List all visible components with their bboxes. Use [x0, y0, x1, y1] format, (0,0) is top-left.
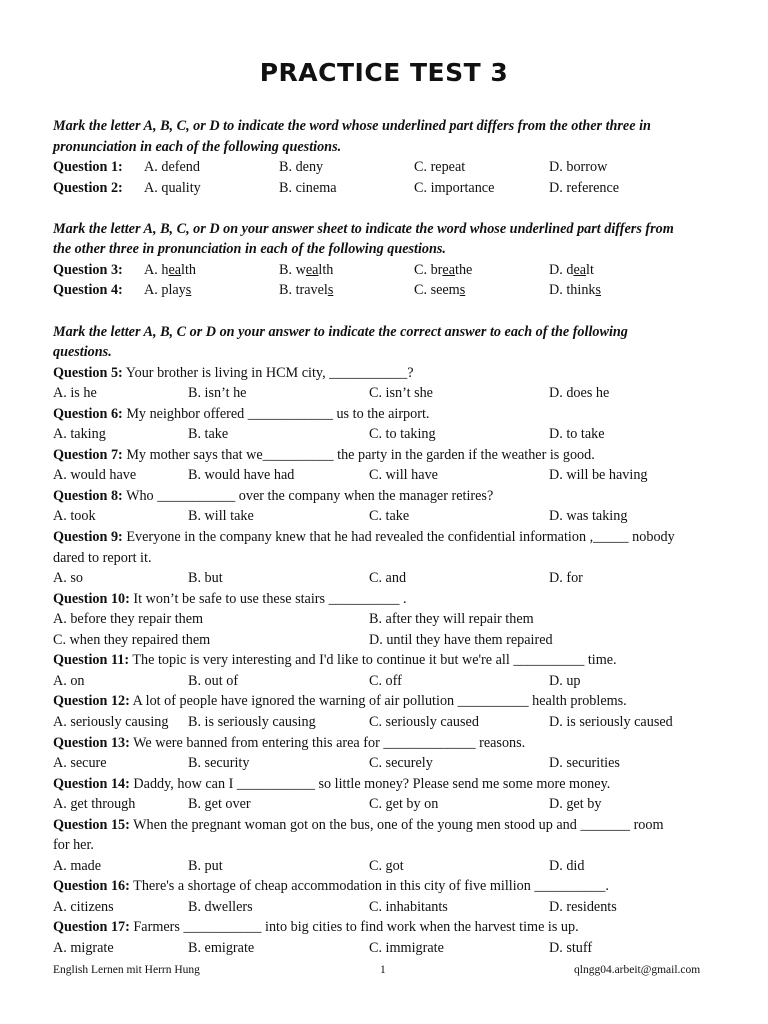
- answer-option: D. until they have them repaired: [369, 631, 553, 648]
- answer-option: B. get over: [188, 796, 251, 813]
- underlined-sound: s: [459, 282, 466, 299]
- answer-option: B. out of: [188, 672, 239, 689]
- option: [144, 280, 191, 300]
- question-text: A lot of people have ignored the warning of air pollution __________ health problems.: [132, 693, 627, 710]
- answer-option: B. but: [188, 570, 223, 587]
- instruction-line: Mark the letter A, B, C, or D to indicate the word whose underlined part differs from the other three in: [53, 118, 651, 134]
- question-stem: [53, 404, 429, 424]
- answer-option: C. inhabitants: [369, 898, 448, 915]
- answer-option: C. get by on: [369, 796, 439, 813]
- answer-option: C. take: [369, 508, 410, 525]
- question-stem: [53, 815, 664, 835]
- option: [279, 157, 323, 177]
- question-label: Question 3:: [53, 261, 123, 278]
- option: [414, 280, 465, 300]
- option-letter: B.: [279, 261, 293, 278]
- answer-option: A. would have: [53, 467, 137, 484]
- option-letter: C.: [414, 179, 428, 196]
- question-stem: [53, 691, 627, 711]
- footer-author: English Lernen mit Herrn Hung: [53, 964, 200, 976]
- answer-option: A. took: [53, 508, 96, 525]
- question-text: There's a shortage of cheap accommodation in this city of five million __________.: [133, 878, 609, 895]
- question-stem: [53, 527, 675, 547]
- answer-option: B. is seriously causing: [188, 713, 316, 730]
- option-letter: D.: [549, 159, 563, 176]
- question-label: Question 10:: [53, 590, 130, 607]
- answer-option: A. taking: [53, 426, 106, 443]
- question-stem: [53, 917, 579, 937]
- option-text: defend: [161, 159, 200, 176]
- option-text: reference: [566, 179, 620, 196]
- answer-option: C. immigrate: [369, 940, 444, 956]
- option: [549, 157, 607, 177]
- question-stem: [53, 835, 94, 855]
- question-stem: [53, 486, 493, 506]
- question-stem: [53, 445, 595, 465]
- instruction-line: pronunciation in each of the following questions.: [53, 138, 342, 155]
- question-stem: [53, 876, 609, 896]
- question-label: Question 5:: [53, 364, 123, 381]
- question-text: Farmers ___________ into big cities to find work when the harvest time is up.: [133, 919, 579, 936]
- option-text: quality: [161, 179, 201, 196]
- answer-option: D. for: [549, 570, 583, 587]
- question-text: My mother says that we__________ the party in the garden if the weather is good.: [126, 446, 595, 463]
- option: [549, 280, 601, 300]
- option-letter: A.: [144, 159, 158, 176]
- option-text: the: [455, 261, 473, 278]
- answer-option: D. stuff: [549, 940, 593, 956]
- question-label: Question 11:: [53, 652, 130, 669]
- answer-option: A. get through: [53, 796, 136, 813]
- option-text: d: [566, 261, 574, 278]
- page-title: PRACTICE TEST 3: [259, 58, 509, 87]
- question-stem: [53, 363, 414, 383]
- answer-option: A. citizens: [53, 898, 114, 915]
- question-text: When the pregnant woman got on the bus, one of the young men stood up and _______ room: [133, 816, 664, 833]
- option-text: lt: [586, 261, 594, 278]
- option: [144, 157, 200, 177]
- answer-option: A. on: [53, 672, 85, 689]
- option-letter: A.: [144, 282, 158, 299]
- question-text: Daddy, how can I ___________ so little money? Please send me some more money.: [133, 775, 611, 792]
- underlined-sound: s: [185, 282, 192, 299]
- option: [414, 178, 494, 198]
- question-text: dared to report it.: [53, 549, 152, 566]
- underlined-sound: ea: [573, 261, 587, 278]
- answer-option: C. and: [369, 570, 407, 587]
- question-label: Question 7:: [53, 446, 123, 463]
- answer-option: B. after they will repair them: [369, 611, 534, 628]
- option: [144, 178, 201, 198]
- answer-option: A. made: [53, 857, 102, 874]
- question-label: Question 4:: [53, 282, 123, 299]
- question-text: Everyone in the company knew that he had revealed the confidential information ,_____ nobody: [126, 529, 675, 545]
- answer-option: C. got: [369, 857, 404, 874]
- option: [414, 260, 472, 280]
- question-stem: [53, 774, 610, 794]
- option-text: br: [430, 261, 443, 278]
- option-text: cinema: [295, 179, 337, 196]
- answer-option: C. to taking: [369, 426, 436, 443]
- option-text: repeat: [430, 159, 466, 176]
- option: [279, 260, 333, 280]
- option: [279, 280, 333, 300]
- answer-option: C. seriously caused: [369, 713, 479, 730]
- answer-option: A. seriously causing: [53, 713, 169, 730]
- answer-option: B. isn’t he: [188, 385, 247, 402]
- question-label: Question 9:: [53, 529, 123, 545]
- option-text: borrow: [566, 159, 608, 176]
- option-text: travel: [295, 282, 328, 299]
- answer-option: B. put: [188, 857, 223, 874]
- question-label: Question 6:: [53, 405, 123, 422]
- question-label: Question 13:: [53, 734, 130, 751]
- option-text: lth: [181, 261, 197, 278]
- answer-option: C. off: [369, 672, 402, 689]
- answer-option: A. so: [53, 570, 83, 587]
- question-text: My neighbor offered ____________ us to the airport.: [126, 405, 430, 422]
- option-letter: D.: [549, 282, 563, 299]
- option-letter: C.: [414, 159, 428, 176]
- option: [549, 260, 594, 280]
- option-letter: B.: [279, 282, 293, 299]
- option-letter: C.: [414, 261, 428, 278]
- answer-option: D. to take: [549, 426, 605, 443]
- question-text: We were banned from entering this area for _____________ reasons.: [133, 734, 526, 751]
- answer-option: D. securities: [549, 755, 620, 772]
- option-text: deny: [295, 159, 324, 176]
- instruction-line: Mark the letter A, B, C, or D on your answer sheet to indicate the word whose underlined part differs from: [53, 220, 674, 237]
- question-label: Question 14:: [53, 775, 130, 792]
- answer-option: C. when they repaired them: [53, 631, 211, 648]
- question-stem: [53, 548, 152, 568]
- answer-option: D. get by: [549, 796, 602, 813]
- option-letter: C.: [414, 282, 428, 299]
- answer-option: A. is he: [53, 385, 97, 402]
- underlined-sound: s: [327, 282, 334, 299]
- answer-option: A. secure: [53, 755, 107, 772]
- underlined-sound: ea: [305, 261, 319, 278]
- option: [549, 178, 619, 198]
- option-letter: D.: [549, 261, 563, 278]
- answer-option: C. will have: [369, 467, 438, 484]
- option-letter: D.: [549, 179, 563, 196]
- option: [279, 178, 337, 198]
- answer-option: A. migrate: [53, 940, 114, 956]
- option-text: importance: [430, 179, 495, 196]
- instruction-line: the other three in pronunciation in each of the following questions.: [53, 241, 446, 258]
- answer-option: B. dwellers: [188, 898, 253, 915]
- question-label: Question 8:: [53, 487, 123, 504]
- footer-email: qlngg04.arbeit@gmail.com: [574, 964, 701, 976]
- answer-option: D. is seriously caused: [549, 713, 673, 730]
- option-text: w: [295, 261, 306, 278]
- answer-option: D. up: [549, 672, 581, 689]
- option-text: think: [566, 282, 596, 299]
- answer-option: A. before they repair them: [53, 611, 204, 628]
- question-label: Question 17:: [53, 919, 130, 936]
- answer-option: B. emigrate: [188, 940, 255, 956]
- option-letter: A.: [144, 179, 158, 196]
- question-stem: [53, 733, 525, 753]
- instruction-line: Mark the letter A, B, C or D on your answer to indicate the correct answer to each of the following: [53, 323, 628, 340]
- question-label: Question 16:: [53, 878, 130, 895]
- question-stem: [53, 650, 617, 670]
- answer-option: B. would have had: [188, 467, 295, 484]
- question-label: Question 1:: [53, 159, 123, 176]
- question-label: Question 2:: [53, 179, 123, 196]
- answer-option: C. isn’t she: [369, 385, 433, 402]
- answer-option: D. residents: [549, 898, 617, 915]
- question-stem: [53, 589, 407, 609]
- question-text: Your brother is living in HCM city, ___________?: [125, 364, 414, 381]
- option-letter: B.: [279, 179, 293, 196]
- option-text: lth: [318, 261, 334, 278]
- answer-option: B. will take: [188, 508, 254, 525]
- question-text: The topic is very interesting and I'd like to continue it but we're all __________ time.: [132, 652, 617, 669]
- page-number: 1: [380, 964, 386, 976]
- underlined-sound: s: [595, 282, 602, 299]
- underlined-sound: ea: [442, 261, 455, 278]
- answer-option: D. does he: [549, 385, 610, 402]
- answer-option: D. was taking: [549, 508, 628, 525]
- underlined-sound: ea: [168, 261, 182, 278]
- option-text: h: [161, 261, 169, 278]
- option: [144, 260, 196, 280]
- option-letter: A.: [144, 261, 158, 278]
- question-text: Who ___________ over the company when the manager retires?: [126, 487, 494, 504]
- answer-option: D. will be having: [549, 467, 648, 484]
- answer-option: B. take: [188, 426, 229, 443]
- question-text: It won’t be safe to use these stairs __________ .: [133, 590, 407, 607]
- instruction-line: questions.: [53, 344, 112, 361]
- option: [414, 157, 465, 177]
- option-letter: B.: [279, 159, 293, 176]
- answer-option: B. security: [188, 755, 250, 772]
- question-label: Question 15:: [53, 816, 130, 833]
- question-text: for her.: [53, 837, 94, 854]
- option-text: seem: [430, 282, 460, 299]
- answer-option: D. did: [549, 857, 585, 874]
- answer-option: C. securely: [369, 755, 433, 772]
- option-text: play: [161, 282, 186, 299]
- question-label: Question 12:: [53, 693, 130, 710]
